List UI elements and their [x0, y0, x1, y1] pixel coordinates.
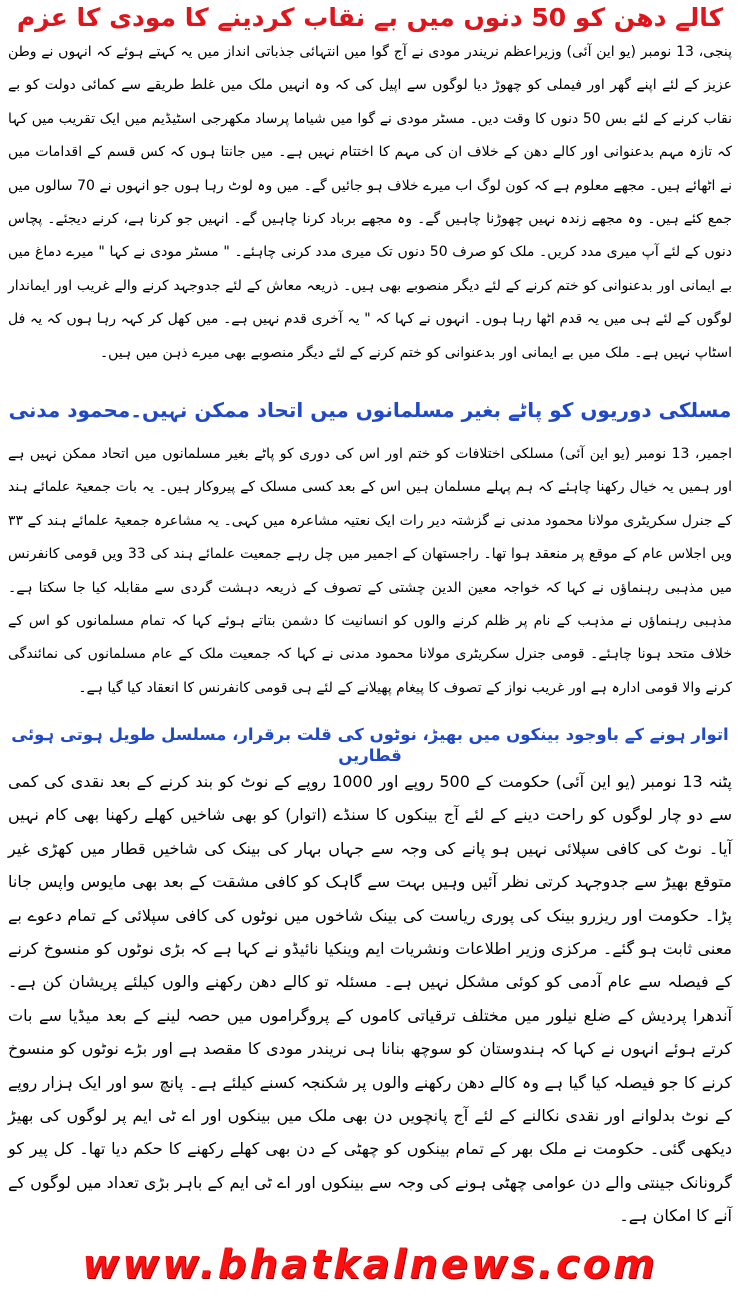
- article-body-modi-black-money: پنجی، 13 نومبر (یو این آئی) وزیراعظم نریندر مودی نے آج گوا میں انتہائی جذباتی انداز میں یہ کہتے ہوئے کہ انہوں نے وطن عزیز کے لئے اپنے گھر اور فیملی کو چھوڑ دیا لوگوں سے اپیل کی کہ وہ انہیں ملک میں غلط طریقے سے کمائی دولت کو بے نقاب کرنے کے لئے بس 50 دنوں کا وقت دیں۔ مسٹر مودی نے گوا میں شیاما پرساد مکھرجی اسٹیڈیم میں ایک تقریب میں کہا کہ تازہ مہم بدعنوانی اور کالے دھن کے خلاف ان کی مہم کا اختتام نہیں ہے۔ میں جانتا ہوں کہ کس قسم کے اقدامات میں نے اٹھائے ہیں۔ مجھے معلوم ہے کہ کون لوگ اب میرے خلاف ہو جائیں گے۔ میں وہ لوٹ رہا ہوں جو انہوں نے 70 سالوں میں جمع کئے ہیں۔ وہ مجھے زندہ نہیں چھوڑنا چاہیں گے۔ وہ مجھے برباد کرنا چاہیں گے۔ انہیں جو کرنا ہے، کرنے دیجئے۔ پچاس دنوں کے لئے آپ میری مدد کریں۔ ملک کو صرف 50 دنوں تک میری مدد کرنی چاہئے۔ " مسٹر مودی نے کہا " میرے دماغ میں بے ایمانی اور بدعنوانی کو ختم کرنے کے لئے دیگر منصوبے بھی ہیں۔ ذریعہ معاش کے لئے جدوجہد کرنے والے غریب اور ایماندار لوگوں کے لئے ہی میں یہ قدم اٹھا رہا ہوں۔ انہوں نے کہا کہ " یہ آخری قدم نہیں ہے۔ میں کھل کر کہہ رہا ہوں کہ یہ فل اسٹاپ نہیں ہے۔ ملک میں بے ایمانی اور بدعنوانی کو ختم کرنے کے لئے دیگر منصوبے بھی میرے ذہن میں ہیں۔: [8, 44, 733, 361]
- article-body-bank-queues: پٹنہ 13 نومبر (یو این آئی) حکومت کے 500 روپے اور 1000 روپے کے نوٹ کو بند کرنے کے بعد نقدی کی کمی سے دو چار لوگوں کو راحت دینے کے لئے آج بینکوں کا سنڈے (اتوار) کو بھی شاخیں کھلے رکھنا بھی کام نہیں آیا۔ نوٹ کی کافی سپلائی نہیں ہو پانے کی وجہ سے جہاں بہار کی بینک کی شاخیں قطار میں کھڑی غیر متوقع بھیڑ سے جدوجہد کرتی نظر آئیں وہیں بہت سے گاہک کو کافی مشقت کے بعد بھی مایوس واپس جانا پڑا۔ حکومت اور ریزرو بینک کی پوری ریاست کی بینک شاخوں میں نوٹوں کی کافی سپلائی کے تمام دعوے بے معنی ثابت ہو گئے۔ مرکزی وزیر اطلاعات ونشریات ایم وینکیا نائیڈو نے کہا ہے کہ بڑی نوٹوں کو منسوخ کرنے کے فیصلہ سے عام آدمی کو کوئی مشکل نہیں ہے۔ مسئلہ تو کالے دھن رکھنے والوں کیلئے پریشان کن ہے۔ آندھرا پردیش کے ضلع نیلور میں مختلف ترقیاتی کاموں کے پروگراموں میں حصہ لینے کے بعد میڈیا سے بات کرتے ہوئے انہوں نے کہا کہ ہندوستان کو سوچھ بنانا ہی نریندر مودی کا مقصد ہے اور بڑے نوٹوں کو منسوخ کرنے کا جو فیصلہ کیا گیا ہے وہ کالے دھن رکھنے والوں پر شکنجہ کسنے کیلئے ہے۔ پانچ سو اور ایک ہزار روپے کے نوٹ بدلوانے اور نقدی نکالنے کے لئے آج پانچویں دن بھی ملک میں بینکوں اور اے ٹی ایم پر لوگوں کی بھیڑ دیکھی گئی۔ حکومت نے ملک بھر کے تمام بینکوں کو چھٹی کے دن بھی کھلے رکھنے کا حکم دیا تھا۔ کل پیر کو گرونانک جینتی والے دن عوامی چھٹی ہونے کی وجہ سے بینکوں اور اے ٹی ایم کے باہر بڑی تعداد میں لوگوں کے آنے کا امکان ہے۔: [8, 772, 733, 1226]
- headline-madani-unity: مسلکی دوریوں کو پاٹے بغیر مسلمانوں میں اتحاد ممکن نہیں۔محمود مدنی: [8, 398, 732, 422]
- headline-modi-black-money: کالے دھن کو 50 دنوں میں بے نقاب کردینے کا مودی کا عزم: [16, 3, 724, 32]
- article-body-madani-unity: اجمیر، 13 نومبر (یو این آئی) مسلکی اختلافات کو ختم اور اس کی دوری کو پاٹے بغیر مسلمانوں میں اتحاد ممکن نہیں ہے اور ہمیں یہ خیال رکھنا چاہئے کہ ہم پہلے مسلمان ہیں اس کے بعد کسی مسلک کے پیروکار ہیں۔ یہ بات جمعیۃ علمائے ہند کے جنرل سکریٹری مولانا محمود مدنی نے گزشتہ دیر رات ایک نعتیہ مشاعرہ میں کہی۔ یہ مشاعرہ جمعیۃ علمائے ہند کے ۳۳ ویں اجلاس عام کے موقع پر منعقد ہوا تھا۔ راجستھان کے اجمیر میں چل رہے جمعیت علمائے ہند کی 33 ویں قومی کانفرنس میں مذہبی رہنماؤں نے کہا کہ خواجہ معین الدین چشتی کے تصوف کے ذریعہ دہشت گردی سے مقابلہ کیا جا سکتا ہے۔ مذہبی رہنماؤں نے مذہب کے نام پر ظلم کرنے والوں کو انسانیت کا دشمن بتاتے ہوئے کہا کہ تمام مسلمانوں کو اس کے خلاف متحد ہونا چاہئے۔ قومی جنرل سکریٹری مولانا محمود مدنی نے کہا کہ جمعیت ملک کے عام مسلمانوں کی نمائندگی کرنے والا قومی ادارہ ہے اور غریب نواز کے تصوف کا پیغام پھیلانے کے لئے ہی قومی کانفرنس کا انعقاد کیا گیا ہے۔: [8, 446, 732, 696]
- headline-bank-queues: اتوار ہونے کے باوجود بینکوں میں بھیڑ، نوٹوں کی قلت برقرار، مسلسل طویل ہوتی ہوئی قطاریں: [11, 725, 729, 765]
- footer-website-url: www.bhatkalnews.com: [82, 1242, 658, 1288]
